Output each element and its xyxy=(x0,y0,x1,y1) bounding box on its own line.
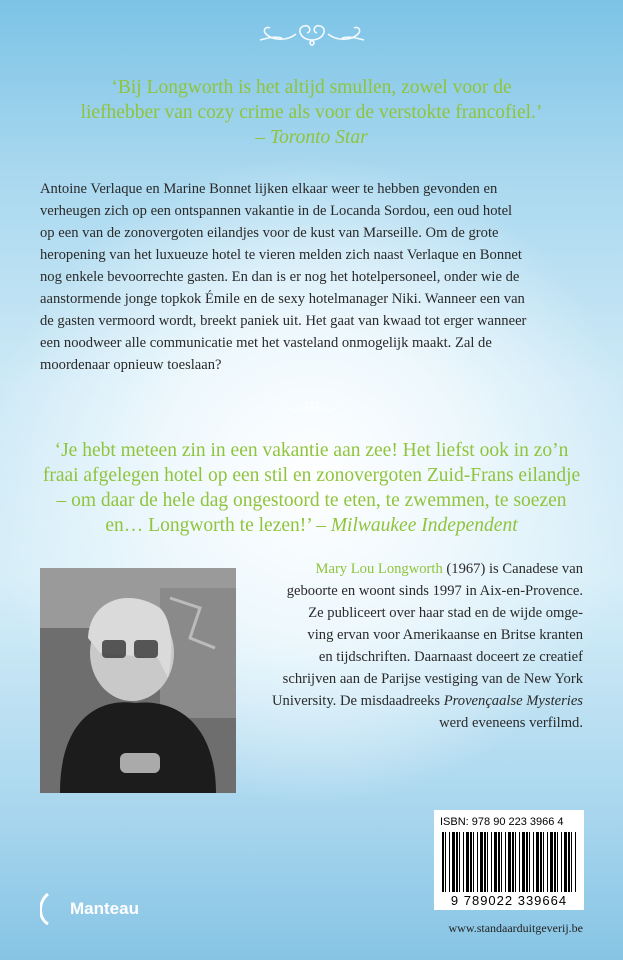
author-photo xyxy=(40,568,236,793)
blurb-line: verheugen zich op een ontspannen vakantie in de Locanda Sordou, een oud hotel xyxy=(40,203,513,219)
isbn-label: ISBN: 978 90 223 3966 4 xyxy=(440,816,564,828)
logo-text: Manteau xyxy=(70,899,139,918)
review-quote-toronto xyxy=(40,75,583,150)
review-quote-milwaukee xyxy=(40,438,583,538)
quote-line: – om daar de hele dag ongestoord te eten, te zwemmen, te soezen xyxy=(56,490,567,511)
blurb-line: moordenaar opnieuw toeslaan? xyxy=(40,357,222,373)
bio-text: (1967) is Canadese van xyxy=(442,561,583,577)
top-ornament xyxy=(252,18,372,48)
blurb-line: een noodweer alle communicatie met het vasteland onmogelijk maakt. Zal de xyxy=(40,335,492,351)
blurb-line: aanstormende jonge topkok Émile en de sexy hotelmanager Niki. Wanneer een van xyxy=(40,291,525,307)
quote-line xyxy=(40,513,583,538)
blurb-line: heropening van het luxueuze hotel te vieren melden zich naast Verlaque en Bonnet xyxy=(40,247,522,263)
blurb-line: op een van de zonovergoten eilandjes voor de kust van Marseille. Om de grote xyxy=(40,225,499,241)
book-blurb xyxy=(40,178,583,376)
bio-line: en tijdschriften. Daarnaast doceert ze creatief xyxy=(318,649,583,665)
publisher-url[interactable]: www.standaarduitgeverij.be xyxy=(448,921,583,935)
author-bio xyxy=(258,558,583,734)
quote-line: ‘Bij Longworth is het altijd smullen, zowel voor de xyxy=(111,77,512,98)
middle-ornament xyxy=(282,397,342,417)
quote-source: – Milwaukee Independent xyxy=(316,515,518,536)
isbn-barcode xyxy=(434,810,584,910)
bio-line: Ze publiceert over haar stad en de wijde omge- xyxy=(308,605,583,621)
bio-line: ving ervan voor Amerikaanse en Britse kranten xyxy=(307,627,583,643)
quote-line: liefhebber van cozy crime als voor de verstokte francofiel.’ xyxy=(80,102,543,123)
quote-source: – Toronto Star xyxy=(255,127,368,148)
bio-line: geboorte en woont sinds 1997 in Aix-en-Provence. xyxy=(286,583,583,599)
blurb-line: de gasten vermoord wordt, breekt paniek uit. Het gaat van kwaad tot erger wanneer xyxy=(40,313,527,329)
blurb-line: nog enkele bevoorrechte gasten. En dan is er nog het hotelpersoneel, onder wie de xyxy=(40,269,520,285)
series-title: Provençaalse Mysteries xyxy=(443,693,583,709)
author-name: Mary Lou Longworth xyxy=(315,561,443,577)
bio-line xyxy=(258,690,583,712)
quote-text: en… Longworth te lezen!’ xyxy=(105,515,312,536)
bio-line xyxy=(258,558,583,580)
barcode-digits: 9 789022 339664 xyxy=(450,893,568,908)
quote-line: ‘Je hebt meteen zin in een vakantie aan zee! Het liefst ook in zo’n xyxy=(54,440,569,461)
bio-line: schrijven aan de Parijse vestiging van de New York xyxy=(282,671,583,687)
blurb-line: Antoine Verlaque en Marine Bonnet lijken elkaar weer te hebben gevonden en xyxy=(40,181,498,197)
bio-line: werd eveneens verfilmd. xyxy=(439,715,583,731)
bio-text: University. De misdaadreeks xyxy=(272,693,444,709)
barcode-bars xyxy=(442,832,576,892)
quote-line: fraai afgelegen hotel op een stil en zonovergoten Zuid-Frans eilandje xyxy=(42,465,581,486)
